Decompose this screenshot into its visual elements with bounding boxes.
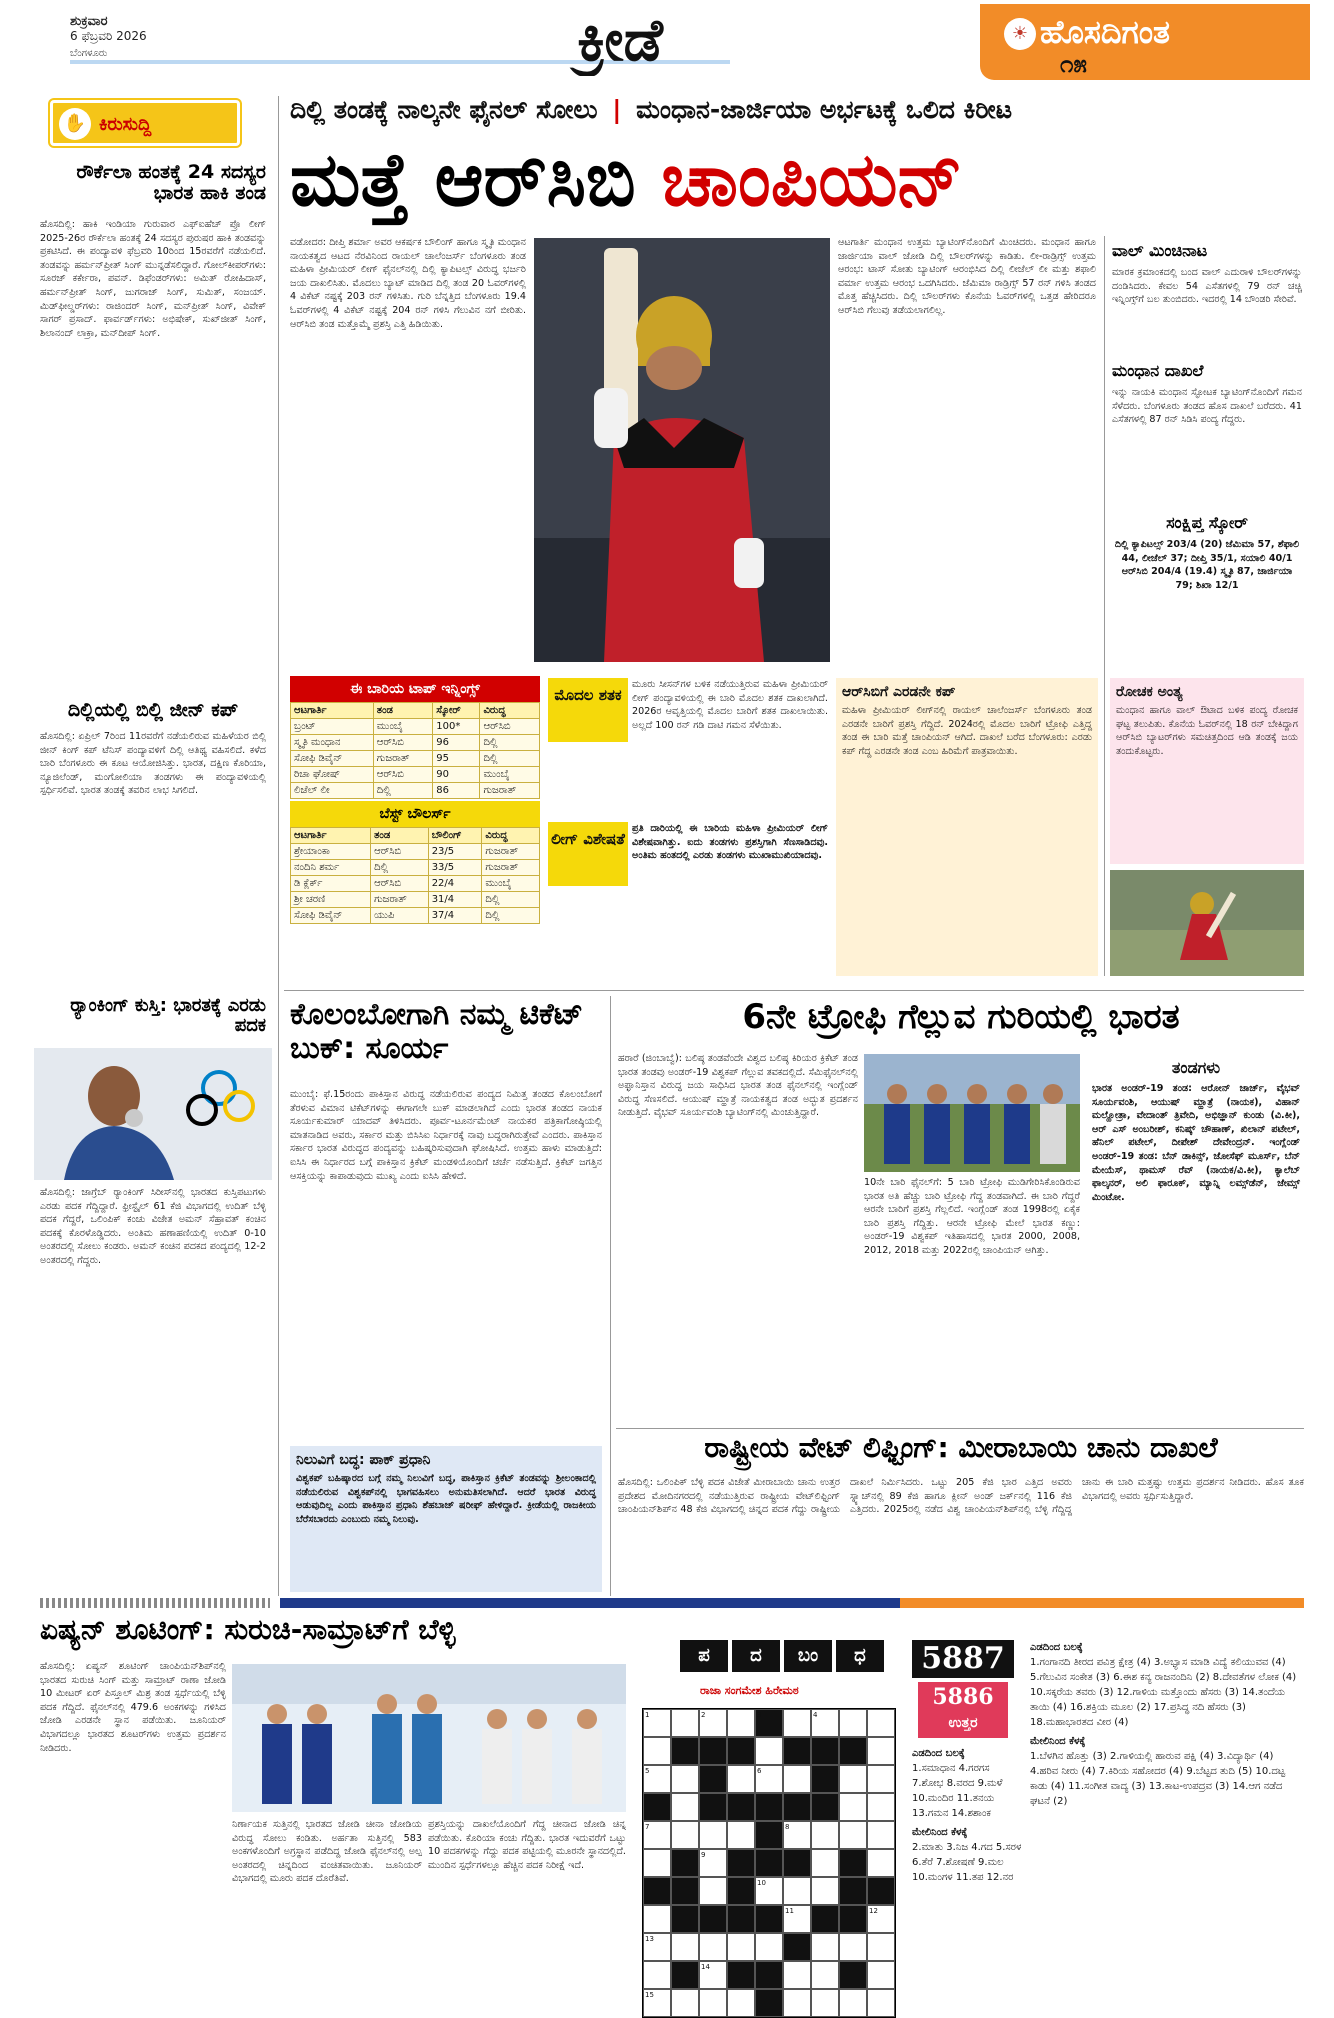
crossword-cell: 2: [699, 1709, 727, 1737]
shoot-col1: ಹೊಸದಿಲ್ಲಿ: ಏಷ್ಯನ್ ಶೂಟಿಂಗ್ ಚಾಂಪಿಯನ್‌ಶಿಪ್‌ನಲ್ಲಿ ಭಾರತದ ಸುರುಚಿ ಸಿಂಗ್ ಮತ್ತು ಸಾಮ್ರಾಟ್ ರಾಣಾ ಜೋಡಿ 10 ಮೀಟರ್ ಏರ್ ಪಿಸ್ತೂಲ್ ಮಿಶ್ರ ತಂಡ ಸ್ಪರ್ಧೆಯಲ್ಲಿ ಬೆಳ್ಳಿ ಪದಕ ಗೆದ್ದಿದೆ. ಫೈನಲ್‌ನಲ್ಲಿ 479.6 ಅಂಕಗಳನ್ನು ಗಳಿಸಿದ ಜೋಡಿ ಎರಡನೇ ಸ್ಥಾನ ಪಡೆಯಿತು. ಜೂನಿಯರ್ ವಿಭಾಗದಲ್ಲೂ ಭಾರತದ ಶೂಟರ್‌ಗಳು ಉತ್ತಮ ಪ್ರದರ್ಶನ ನೀಡಿದರು.: [40, 1661, 226, 1754]
colombo-text: ಮುಂಬೈ: ಫೆ.15ರಂದು ಪಾಕಿಸ್ತಾನ ವಿರುದ್ಧ ನಡೆಯಲಿರುವ ಪಂದ್ಯದ ನಿಮಿತ್ತ ತಂಡದ ಕೊಲಂಬೋಗೆ ತೆರಳುವ ವಿಮಾನ ಟಿಕೆಟ್‌ಗಳನ್ನು ಈಗಾಗಲೇ ಬುಕ್ ಮಾಡಲಾಗಿದೆ ಎಂದು ಭಾರತ ತಂಡದ ನಾಯಕ ಸೂರ್ಯಕುಮಾರ್ ಯಾದವ್ ತಿಳಿಸಿದರು. ಪೂರ್ವ-ಟೂರ್ನಮೆಂಟ್ ನಾಯಕರ ಪತ್ರಿಕಾಗೋಷ್ಠಿಯಲ್ಲಿ ಮಾತನಾಡಿದ ಅವರು, ಸರ್ಕಾರ ಮತ್ತು ಬಿಸಿಸಿಐ ನಿರ್ಧಾರಕ್ಕೆ ನಾವು ಬದ್ಧರಾಗಿರುತ್ತೇವೆ ಎಂದರು. ಪಾಕಿಸ್ತಾನ ಸರ್ಕಾರ ಭಾರತ ವಿರುದ್ಧದ ಪಂದ್ಯವನ್ನು ಬಹಿಷ್ಕರಿಸುವುದಾಗಿ ಘೋಷಿಸಿದೆ. ಉತ್ತಮ ಹಾಳು ಮಾಡುತ್ತಿದೆ: ಐಸಿಸಿ ಈ ನಿರ್ಧಾರದ ಬಗ್ಗೆ ಪಾಕಿಸ್ತಾನ ಕ್ರಿಕೆಟ್ ಮಂಡಳಿಯೊಂದಿಗೆ ಚರ್ಚೆ ನಡೆಸುತ್ತಿದೆ. ಕ್ರಿಕೆಟ್ ಜಗತ್ತಿನ ಆಸಕ್ತಿಯನ್ನು ಕಾಪಾಡುವುದು ಮುಖ್ಯ ಎಂದು ಐಸಿಸಿ ಹೇಳಿದೆ.: [290, 1089, 602, 1182]
table-header-cell: ತಂಡ: [373, 703, 433, 719]
crossword-cell: 1: [643, 1709, 671, 1737]
crossword-cell: [839, 1849, 867, 1877]
crossword-cell: [671, 1877, 699, 1905]
crossword-cell: [755, 1961, 783, 1989]
table-cell: 96: [433, 735, 480, 751]
crossword-cell: [671, 1737, 699, 1765]
logo-text: ಹೊಸದಿಗಂತ: [1040, 13, 1170, 51]
table-cell: ದಿಲ್ಲಿ: [482, 892, 540, 908]
crossword-cell: [783, 1877, 811, 1905]
crossword-cell: [867, 1709, 895, 1737]
prev-puzzle-number: 5886: [932, 1684, 994, 1710]
table-cell: ಸೋಫಿ ಡಿವೈನ್: [291, 751, 374, 767]
answers-block: [912, 1746, 1022, 1986]
best-bowlers-table: [290, 827, 540, 924]
thrill-text: ಮಂಧಾನ ಹಾಗೂ ವಾಲ್ ಔಟಾದ ಬಳಿಕ ಪಂದ್ಯ ರೋಚಕ ಘಟ್ಟ ತಲುಪಿತು. ಕೊನೆಯ ಓವರ್‌ನಲ್ಲಿ 18 ರನ್ ಬೇಕಿದ್ದಾಗ ಆರ್‌ಸಿಬಿ ಬ್ಯಾಟರ್‌ಗಳು ಸಮಚಿತ್ತದಿಂದ ಆಡಿ ತಂಡಕ್ಕೆ ಜಯ ತಂದುಕೊಟ್ಟರು.: [1116, 705, 1298, 757]
hockey-headline: ರೌರ್ಕೆಲಾ ಹಂತಕ್ಕೆ 24 ಸದಸ್ಯರ ಭಾರತ ಹಾಕಿ ತಂಡ: [76, 162, 266, 205]
top-innings-box: [290, 676, 540, 980]
crossword-cell: [671, 1821, 699, 1849]
divider-left: [278, 96, 279, 1596]
crossword-cell: [783, 1793, 811, 1821]
headline-part-a: ಮತ್ತೆ ಆರ್‌ಸಿಬಿ: [290, 137, 636, 223]
crossword-cell: 13: [643, 1933, 671, 1961]
table-cell: ಗುಜರಾತ್: [482, 844, 540, 860]
mandhana-text: ಇನ್ನು ನಾಯಕಿ ಮಂಧಾನ ಸ್ಫೋಟಕ ಬ್ಯಾಟಿಂಗ್‌ನೊಂದಿಗೆ ಗಮನ ಸೆಳೆದರು. ಬೆಂಗಳೂರು ತಂಡದ ಹೊಸ ದಾಖಲೆ ಬರೆದರು. 41 ಎಸೆತಗಳಲ್ಲಿ 87 ರನ್ ಸಿಡಿಸಿ ಪಂದ್ಯ ಗೆದ್ದರು.: [1112, 387, 1302, 426]
puzzle-subtitle: ರಾಜಾ ಸಂಗಮೇಶ ಹಿರೇಮಠ: [700, 1684, 799, 1697]
crossword-cell: [671, 1709, 699, 1737]
table-cell: 100*: [433, 719, 480, 735]
divider-colombo: [610, 996, 611, 1596]
table-cell: ಆರ್‌ಸಿಬಿ: [373, 735, 433, 751]
crossword-cell: [783, 1709, 811, 1737]
crossword-cell: [839, 1933, 867, 1961]
table-cell: ರಿಚಾ ಘೋಷ್: [291, 767, 374, 783]
crossword-cell: [839, 1737, 867, 1765]
crossword-cell: [643, 1793, 671, 1821]
divider-mira: [616, 1428, 1304, 1429]
kirusuddi-badge: [50, 100, 240, 146]
table-cell: ನಂದಿನಿ ಶರ್ಮ: [291, 860, 371, 876]
second-cup-heading: ಆರ್‌ಸಿಬಿಗೆ ಎರಡನೇ ಕಪ್: [842, 684, 956, 700]
top-innings-table: [290, 702, 540, 799]
crossword-cell: [643, 1737, 671, 1765]
crossword-cell: [867, 1933, 895, 1961]
prev-puzzle-box: [918, 1682, 1008, 1738]
table-cell: ಆರ್‌ಸಿಬಿ: [373, 767, 433, 783]
table-cell: ಬ್ರಂಟ್: [291, 719, 374, 735]
table-cell: ದಿಲ್ಲಿ: [480, 751, 540, 767]
table-row: [291, 876, 540, 892]
puzzle-letter-1: ಪ: [680, 1640, 728, 1672]
crossword-cell: 11: [783, 1905, 811, 1933]
table-cell: 23/5: [428, 844, 482, 860]
u19-headline: 6ನೇ ಟ್ರೋಫಿ ಗೆಲ್ಲುವ ಗುರಿಯಲ್ಲಿ ಭಾರತ: [742, 998, 1180, 1037]
table-cell: 31/4: [428, 892, 482, 908]
pak-box: [290, 1446, 602, 1592]
kicker-separator: |: [612, 95, 622, 124]
date-block: [70, 14, 230, 78]
table-header-cell: ತಂಡ: [371, 828, 429, 844]
headline-part-b: ಚಾಂಪಿಯನ್: [661, 137, 963, 223]
score-heading: ಸಂಕ್ಷಿಪ್ತ ಸ್ಕೋರ್: [1166, 514, 1248, 532]
crossword-cell: [867, 1877, 895, 1905]
crossword-cell: [643, 1849, 671, 1877]
crossword-cell: 10: [755, 1877, 783, 1905]
mira-text: ಹೊಸದಿಲ್ಲಿ: ಒಲಿಂಪಿಕ್ ಬೆಳ್ಳಿ ಪದಕ ವಿಜೇತೆ ಮೀರಾಬಾಯಿ ಚಾನು ಉತ್ತರ ಪ್ರದೇಶದ ಮೋದಿನಗರದಲ್ಲಿ ನಡೆಯುತ್ತಿರುವ ರಾಷ್ಟ್ರೀಯ ವೇಟ್‌ಲಿಫ್ಟಿಂಗ್ ಚಾಂಪಿಯನ್‌ಶಿಪ್‌ನ 48 ಕೆಜಿ ವಿಭಾಗದಲ್ಲಿ ಚಿನ್ನದ ಪದಕ ಗೆದ್ದು ರಾಷ್ಟ್ರೀಯ ದಾಖಲೆ ನಿರ್ಮಿಸಿದರು. ಒಟ್ಟು 205 ಕೆಜಿ ಭಾರ ಎತ್ತಿದ ಅವರು ಸ್ನ್ಯಾಚ್‌ನಲ್ಲಿ 89 ಕೆಜಿ ಹಾಗೂ ಕ್ಲೀನ್ ಅಂಡ್ ಜರ್ಕ್‌ನಲ್ಲಿ 116 ಕೆಜಿ ಎತ್ತಿದರು. 2025ರಲ್ಲಿ ನಡೆದ ವಿಶ್ವ ಚಾಂಪಿಯನ್‌ಶಿಪ್‌ನಲ್ಲಿ ಬೆಳ್ಳಿ ಗೆದ್ದಿದ್ದ ಚಾನು ಈ ಬಾರಿ ಮತ್ತಷ್ಟು ಉತ್ತಮ ಪ್ರದರ್ಶನ ನೀಡಿದರು. ಹೊಸ ತೂಕ ವಿಭಾಗದಲ್ಲಿ ಅವರು ಸ್ಪರ್ಧಿಸುತ್ತಿದ್ದಾರೆ.: [618, 1477, 1304, 1516]
rcb-player-photo: [534, 238, 830, 662]
crossword-cell: [867, 1765, 895, 1793]
table-row: [291, 783, 540, 799]
answers-across-heading: ಎಡದಿಂದ ಬಲಕ್ಕೆ: [912, 1748, 965, 1759]
table-cell: ಯುಪಿ: [371, 908, 429, 924]
second-cup-box: [836, 678, 1098, 976]
day-label: ಶುಕ್ರವಾರ: [70, 14, 108, 29]
wall-text: ಮಾರಕ ಕ್ರಮಾಂಕದಲ್ಲಿ ಬಂದ ವಾಲ್ ಎದುರಾಳಿ ಬೌಲರ್‌ಗಳನ್ನು ದಂಡಿಸಿದರು. ಕೇವಲ 54 ಎಸೆತಗಳಲ್ಲಿ 79 ರನ್ ಚಚ್ಚಿ ಇನ್ನಿಂಗ್ಸ್‌ಗೆ ಬಲ ತುಂಬಿದರು. ಇದರಲ್ಲಿ 14 ಬೌಂಡರಿ ಸೇರಿವೆ.: [1112, 267, 1302, 306]
billie-jean-text: ಹೊಸದಿಲ್ಲಿ: ಏಪ್ರಿಲ್ 7ರಿಂದ 11ರವರೆಗೆ ನಡೆಯಲಿರುವ ಮಹಿಳೆಯರ ಬಿಲ್ಲಿ ಜೀನ್ ಕಿಂಗ್ ಕಪ್ ಟೆನಿಸ್ ಪಂದ್ಯಾವಳಿಗೆ ದಿಲ್ಲಿ ಆತಿಥ್ಯ ವಹಿಸಲಿದೆ. ಕಳೆದ ಬಾರಿ ಬೆಂಗಳೂರು ಈ ಕೂಟ ಆಯೋಜಿಸಿತ್ತು. ಭಾರತ, ದಕ್ಷಿಣ ಕೊರಿಯಾ, ನ್ಯೂಜಿಲೆಂಡ್, ಮಂಗೋಲಿಯಾ ತಂಡಗಳು ಈ ಪಂದ್ಯಾವಳಿಯಲ್ಲಿ ಸ್ಪರ್ಧಿಸಲಿವೆ. ಭಾರತ ತಂಡಕ್ಕೆ ತವರಿನ ಲಾಭ ಸಿಗಲಿದೆ.: [40, 731, 266, 797]
crossword-cell: [699, 1989, 727, 2017]
crossword-cell: [867, 1821, 895, 1849]
crossword-cell: 9: [699, 1849, 727, 1877]
table-header-cell: ಆಟಗಾರ್ತಿ: [291, 703, 374, 719]
kicker: [290, 92, 1300, 128]
shoot-headline: ಏಷ್ಯನ್ ಶೂಟಿಂಗ್: ಸುರುಚಿ-ಸಾಮ್ರಾಟ್‌ಗೆ ಬೆಳ್ಳಿ: [40, 1614, 456, 1646]
table-cell: ಆರ್‌ಸಿಬಿ: [480, 719, 540, 735]
table-cell: ಗುಜರಾತ್: [373, 751, 433, 767]
wall-heading: ವಾಲ್ ಮಿಂಚಿನಾಟ: [1112, 242, 1208, 260]
logo-block: [980, 4, 1310, 80]
shooting-podium-photo: [232, 1664, 626, 1812]
crossword-cell: [727, 1821, 755, 1849]
crossword-cell: [727, 1737, 755, 1765]
table-row: [291, 751, 540, 767]
crossword-cell: [839, 1961, 867, 1989]
table-cell: ಗುಜರಾತ್: [371, 892, 429, 908]
crossword-cell: [699, 1821, 727, 1849]
first-century-text: ಮೂರು ಸೀಸನ್‌ಗಳ ಬಳಿಕ ನಡೆಯುತ್ತಿರುವ ಮಹಿಳಾ ಪ್ರೀಮಿಯರ್ ಲೀಗ್ ಪಂದ್ಯಾವಳಿಯಲ್ಲಿ ಈ ಬಾರಿ ಮೊದಲ ಶತಕ ದಾಖಲಾಗಿದೆ. 2026ರ ಆವೃತ್ತಿಯಲ್ಲಿ ಮೊದಲ ಬಾರಿಗೆ ಶತಕ ದಾಖಲಾಯಿತು. ಅಲ್ಲದೆ 100 ರನ್ ಗಡಿ ದಾಟಿ ಗಮನ ಸೆಳೆಯಿತು.: [632, 679, 828, 731]
table-cell: ಸ್ಮೃತಿ ಮಂಧಾನ: [291, 735, 374, 751]
crossword-cell: [755, 1905, 783, 1933]
answer-label: ಉತ್ತರ: [948, 1715, 978, 1731]
crossword-cell: [755, 1793, 783, 1821]
table-cell: ಆರ್‌ಸಿಬಿ: [371, 844, 429, 860]
crossword-cell: [671, 1989, 699, 2017]
crossword-cell: [811, 1849, 839, 1877]
table-header-cell: ವಿರುದ್ಧ: [482, 828, 540, 844]
crossword-cell: [867, 1737, 895, 1765]
crossword-cell: [839, 1989, 867, 2017]
best-bowlers-title: ಬೆಸ್ಟ್ ಬೌಲರ್ಸ್: [290, 801, 540, 827]
table-row: [291, 719, 540, 735]
crossword-cell: [867, 1989, 895, 2017]
table-cell: ದಿಲ್ಲಿ: [371, 860, 429, 876]
answers-down: 2.ಮಾತು 3.ನಿಜ 4.ಗದ 5.ಸರಳ 6.ತೆರೆ 7.ಶೋಷಣೆ 9.ಮಲ 10.ಮಂಗಳ 11.ತಪ 12.ನರ: [912, 1842, 1022, 1883]
crossword-cell: [811, 1765, 839, 1793]
top-innings-title: ಈ ಬಾರಿಯ ಟಾಪ್ ಇನ್ನಿಂಗ್ಸ್: [290, 676, 540, 702]
table-header-cell: ಆಟಗಾರ್ತಿ: [291, 828, 371, 844]
crossword-cell: [811, 1821, 839, 1849]
color-bar-2: [280, 1598, 900, 1608]
city-label: ಬೆಂಗಳೂರು: [70, 48, 108, 59]
table-cell: 90: [433, 767, 480, 783]
crossword-cell: [755, 1989, 783, 2017]
table-cell: ಶ್ರೀ ಚರಣಿ: [291, 892, 371, 908]
crossword-cell: [727, 1877, 755, 1905]
table-cell: 95: [433, 751, 480, 767]
billie-jean-headline: ದಿಲ್ಲಿಯಲ್ಲಿ ಬಿಲ್ಲಿ ಜೀನ್ ಕಪ್: [67, 700, 239, 721]
table-cell: ಶ್ರೇಯಾಂಕಾ: [291, 844, 371, 860]
main-headline: [290, 130, 1300, 230]
crossword-cell: [811, 1737, 839, 1765]
crossword-cell: [671, 1933, 699, 1961]
crossword-cell: [839, 1905, 867, 1933]
crossword-cell: [839, 1877, 867, 1905]
color-bar-1: [40, 1598, 270, 1608]
first-century-label: ಮೊದಲ ಶತಕ: [548, 678, 628, 742]
hand-icon: ✋: [59, 108, 91, 140]
wrestler-photo: [34, 1048, 272, 1180]
table-row: [291, 767, 540, 783]
clues-block: [1030, 1640, 1304, 1990]
divider-mid: [284, 990, 1304, 991]
table-header-cell: ಸ್ಕೋರ್: [433, 703, 480, 719]
crossword-cell: [867, 1849, 895, 1877]
puzzle-number: 5887: [912, 1640, 1014, 1678]
table-row: [291, 860, 540, 876]
u19-text1: ಹರಾರೆ (ಜಿಂಬಾಬ್ವೆ): ಬಲಿಷ್ಠ ತಂಡವೆಂದೇ ವಿಶ್ವದ ಬಲಿಷ್ಠ ಕಿರಿಯರ ಕ್ರಿಕೆಟ್ ತಂಡ ಭಾರತ ತಂಡವು ಅಂಡರ್-19 ವಿಶ್ವಕಪ್ ಗೆಲ್ಲುವ ತವಕದಲ್ಲಿದೆ. ಸೆಮಿಫೈನಲ್‌ನಲ್ಲಿ ಅಫ್ಘಾನಿಸ್ತಾನ ವಿರುದ್ಧ ಜಯ ಸಾಧಿಸಿದ ಭಾರತ ತಂಡ ಫೈನಲ್‌ನಲ್ಲಿ ಇಂಗ್ಲೆಂಡ್ ವಿರುದ್ಧ ಸೆಣಸಲಿದೆ. ಆಯುಷ್ ಮ್ಹಾತ್ರೆ ನಾಯಕತ್ವದ ತಂಡ ಅದ್ಭುತ ಪ್ರದರ್ಶನ ನೀಡುತ್ತಿದೆ. ವೈಭವ್ ಸೂರ್ಯವಂಶಿ ಬ್ಯಾಟಿಂಗ್‌ನಲ್ಲಿ ಮಿಂಚುತ್ತಿದ್ದಾರೆ.: [618, 1053, 858, 1119]
crossword-cell: [671, 1793, 699, 1821]
crossword-cell: [839, 1765, 867, 1793]
thrill-heading: ರೋಚಕ ಅಂತ್ಯ: [1116, 684, 1183, 700]
shoot-col3: ಪ್ರಶಸ್ತಿಯನ್ನು ದಾಖಲೆಯೊಂದಿಗೆ ಗೆದ್ದ ಚೀನಾದ ಜೋಡಿ ಚಿನ್ನ ಪಡೆಯಿತು. ಕೊರಿಯಾ ಕಂಚು ಗೆದ್ದಿತು. ಭಾರತ ಇದುವರೆಗೆ ಒಟ್ಟು 10 ಪದಕಗಳನ್ನು ಗೆದ್ದು ಪದಕ ಪಟ್ಟಿಯಲ್ಲಿ ಮೂರನೇ ಸ್ಥಾನದಲ್ಲಿದೆ. ಮುಂದಿನ ಸ್ಪರ್ಧೆಗಳಲ್ಲೂ ಹೆಚ್ಚಿನ ಪದಕ ನಿರೀಕ್ಷೆ ಇದೆ.: [428, 1819, 626, 1871]
crossword-cell: [811, 1905, 839, 1933]
puzzle-letter-3: ಬಂ: [784, 1640, 832, 1672]
second-cup-text: ಮಹಿಳಾ ಪ್ರೀಮಿಯರ್ ಲೀಗ್‌ನಲ್ಲಿ ರಾಯಲ್ ಚಾಲೆಂಜರ್ಸ್ ಬೆಂಗಳೂರು ತಂಡ ಎರಡನೇ ಬಾರಿಗೆ ಪ್ರಶಸ್ತಿ ಗೆದ್ದಿದೆ. 2024ರಲ್ಲಿ ಮೊದಲ ಬಾರಿಗೆ ಟ್ರೋಫಿ ಎತ್ತಿದ್ದ ತಂಡ ಈ ಬಾರಿ ಮತ್ತೆ ಚಾಂಪಿಯನ್ ಆಗಿದೆ. ದಾಖಲೆ ಬರೆದ ಬೆಂಗಳೂರು: ಎರಡು ಕಪ್ ಗೆದ್ದ ಎರಡನೇ ತಂಡ ಎಂಬ ಹಿರಿಮೆಗೆ ಪಾತ್ರವಾಯಿತು.: [842, 705, 1092, 757]
main-col2: ಆಟಗಾರ್ತಿ ಮಂಧಾನ ಉತ್ತಮ ಬ್ಯಾಟಿಂಗ್‌ನೊಂದಿಗೆ ಮಿಂಚಿದರು. ಮಂಧಾನ ಹಾಗೂ ಜಾರ್ಜಿಯಾ ವಾಲ್ ಜೋಡಿ ದಿಲ್ಲಿ ಬೌಲರ್‌ಗಳನ್ನು ಕಾಡಿತು. ಲೀ-ರಾಡ್ರಿಗ್ಸ್ ಉತ್ತಮ ಆರಂಭ: ಟಾಸ್ ಸೋತು ಬ್ಯಾಟಿಂಗ್ ಆರಂಭಿಸಿದ ದಿಲ್ಲಿ ಲೀಜೆಲ್ ಲೀ ಮತ್ತು ಶಫಾಲಿ ವರ್ಮಾ ಉತ್ತಮ ಆರಂಭ ಒದಗಿಸಿದರು. ಜೆಮಿಮಾ ರಾಡ್ರಿಗ್ಸ್ 57 ರನ್ ಗಳಿಸಿ ತಂಡದ ಮೊತ್ತ ಹೆಚ್ಚಿಸಿದರು. ದಿಲ್ಲಿ ಬೌಲರ್‌ಗಳು ಕೊನೆಯ ಓವರ್‌ಗಳಲ್ಲಿ ಒತ್ತಡ ಹೇರಿದರೂ ಆರ್‌ಸಿಬಿ ಗೆಲುವು ತಡೆಯಲಾಗಲಿಲ್ಲ.: [838, 237, 1096, 317]
table-cell: ಗುಜರಾತ್: [480, 783, 540, 799]
mira-headline: ರಾಷ್ಟ್ರೀಯ ವೇಟ್ ಲಿಫ್ಟಿಂಗ್: ಮೀರಾಬಾಯಿ ಚಾನು ದಾಖಲೆ: [704, 1432, 1218, 1464]
crossword-cell: [727, 1961, 755, 1989]
crossword-cell: [811, 1961, 839, 1989]
crossword-cell: 6: [755, 1765, 783, 1793]
table-cell: ದಿಲ್ಲಿ: [480, 735, 540, 751]
crossword-cell: 3: [755, 1709, 783, 1737]
crossword-cell: [811, 1989, 839, 2017]
section-title: ಕ್ರೀಡೆ: [577, 6, 663, 74]
crossword-cell: [867, 1793, 895, 1821]
puzzle-letter-2: ದ: [732, 1640, 780, 1672]
crossword-cell: [811, 1793, 839, 1821]
mandhana-heading: ಮಂಧಾನ ದಾಖಲೆ: [1112, 362, 1204, 380]
divider-right: [1104, 236, 1105, 976]
masthead: [0, 0, 1334, 88]
crossword-cell: [699, 1737, 727, 1765]
crossword-cell: 14: [699, 1961, 727, 1989]
crossword-cell: [671, 1905, 699, 1933]
table-cell: ಮುಂಬೈ: [373, 719, 433, 735]
u19-team-photo: [864, 1054, 1080, 1172]
puzzle-letter-4: ಧ: [836, 1640, 884, 1672]
table-cell: 22/4: [428, 876, 482, 892]
batter-photo: [1110, 870, 1304, 976]
crossword-cell: [699, 1793, 727, 1821]
clues-down-heading: ಮೇಲಿನಿಂದ ಕೆಳಕ್ಕೆ: [1030, 1736, 1086, 1747]
crossword-cell: [699, 1933, 727, 1961]
main-col1: ವಡೋದರ: ದೀಪ್ತಿ ಶರ್ಮಾ ಅವರ ಆಕರ್ಷಕ ಬೌಲಿಂಗ್ ಹಾಗೂ ಸ್ಮೃತಿ ಮಂಧಾನ ನಾಯಕತ್ವದ ಆಟದ ನೆರವಿನಿಂದ ರಾಯಲ್ ಚಾಲೆಂಜರ್ಸ್ ಬೆಂಗಳೂರು ತಂಡ ಮಹಿಳಾ ಪ್ರೀಮಿಯರ್ ಲೀಗ್ ಫೈನಲ್‌ನಲ್ಲಿ ದಿಲ್ಲಿ ಕ್ಯಾಪಿಟಲ್ಸ್ ವಿರುದ್ಧ ಭರ್ಜರಿ ಜಯ ದಾಖಲಿಸಿತು. ಮೊದಲು ಬ್ಯಾಟ್ ಮಾಡಿದ ದಿಲ್ಲಿ ತಂಡ 20 ಓವರ್‌ಗಳಲ್ಲಿ 4 ವಿಕೆಟ್ ನಷ್ಟಕ್ಕೆ 203 ರನ್ ಗಳಿಸಿತು. ಗುರಿ ಬೆನ್ನತ್ತಿದ ಬೆಂಗಳೂರು 19.4 ಓವರ್‌ಗಳಲ್ಲಿ 4 ವಿಕೆಟ್ ನಷ್ಟಕ್ಕೆ 204 ರನ್ ಗಳಿಸಿ ಗೆಲುವಿನ ನಗೆ ಬೀರಿತು. ಆರ್‌ಸಿಬಿ ತಂಡ ಮತ್ತೊಮ್ಮೆ ಪ್ರಶಸ್ತಿ ಎತ್ತಿ ಹಿಡಿಯಿತು.: [290, 237, 526, 330]
table-cell: ದಿಲ್ಲಿ: [373, 783, 433, 799]
crossword-cell: [727, 1933, 755, 1961]
answers-across: 1.ಸಮಾಧಾನ 4.ಗರಗಸ 7.ಶೋಭ 8.ವರದ 9.ಮಳೆ 10.ಮಂದಿರ 11.ತನಯ 13.ಗಮನ 14.ಶಶಾಂಕ: [912, 1763, 1003, 1819]
league-label: ಲೀಗ್ ವಿಶೇಷತೆ: [548, 822, 628, 886]
crossword-cell: [727, 1905, 755, 1933]
table-cell: ಡಿ ಕ್ಲೆರ್ಕ್: [291, 876, 371, 892]
table-cell: ಲಿಜೆಲ್ ಲೀ: [291, 783, 374, 799]
crossword-cell: [783, 1849, 811, 1877]
crossword-cell: [671, 1849, 699, 1877]
table-cell: ಸೋಫಿ ಡಿವೈನ್: [291, 908, 371, 924]
date-label: 6 ಫೆಬ್ರವರಿ 2026: [70, 29, 147, 43]
table-row: [291, 908, 540, 924]
crossword-cell: [783, 1765, 811, 1793]
crossword-cell: 4: [811, 1709, 839, 1737]
answers-down-heading: ಮೇಲಿನಿಂದ ಕೆಳಕ್ಕೆ: [912, 1827, 968, 1838]
table-cell: 33/5: [428, 860, 482, 876]
kicker-right: ಮಂಧಾನ-ಜಾರ್ಜಿಯಾ ಅರ್ಭಟಕ್ಕೆ ಒಲಿದ ಕಿರೀಟ: [636, 95, 1013, 124]
hockey-text: ಹೊಸದಿಲ್ಲಿ: ಹಾಕಿ ಇಂಡಿಯಾ ಗುರುವಾರ ಎಫ್ಐಹೆಚ್ ಪ್ರೊ ಲೀಗ್ 2025-26ರ ರೌರ್ಕೆಲಾ ಹಂತಕ್ಕೆ 24 ಸದಸ್ಯರ ಪುರುಷರ ಹಾಕಿ ತಂಡವನ್ನು ಪ್ರಕಟಿಸಿದೆ. ಈ ಪಂದ್ಯಾವಳಿ ಫೆಬ್ರವರಿ 10ರಿಂದ 15ರವರೆಗೆ ನಡೆಯಲಿದೆ. ತಂಡವನ್ನು ಹರ್ಮನ್‌ಪ್ರೀತ್ ಸಿಂಗ್ ಮುನ್ನಡೆಸಲಿದ್ದಾರೆ. ಗೋಲ್‌ಕೀಪರ್‌ಗಳು: ಸೂರಜ್ ಕರ್ಕೇರಾ, ಪವನ್. ಡಿಫೆಂಡರ್‌ಗಳು: ಅಮಿತ್ ರೋಹಿದಾಸ್, ಹರ್ಮನ್‌ಪ್ರೀತ್ ಸಿಂಗ್, ಜುಗರಾಜ್ ಸಿಂಗ್, ಸುಮಿತ್, ಸಂಜಯ್. ಮಿಡ್‌ಫೀಲ್ಡರ್‌ಗಳು: ರಾಜಿಂದರ್ ಸಿಂಗ್, ಮನ್‌ಪ್ರೀತ್ ಸಿಂಗ್, ವಿವೇಕ್ ಸಾಗರ್ ಪ್ರಸಾದ್. ಫಾರ್ವರ್ಡ್‌ಗಳು: ಅಭಿಷೇಕ್, ಸುಖ್‌ಜೀತ್ ಸಿಂಗ್, ಶಿಲಾನಂದ್ ಲಾಕ್ರಾ, ಮನ್‌ದೀಪ್ ಸಿಂಗ್.: [40, 219, 266, 339]
crossword-cell: [699, 1905, 727, 1933]
page-number: ೧೫: [1060, 50, 1087, 78]
table-header-cell: ಬೌಲಿಂಗ್: [428, 828, 482, 844]
crossword-cell: [727, 1793, 755, 1821]
clues-across: 1.ಗಂಗಾನದಿ ತೀರದ ಪವಿತ್ರ ಕ್ಷೇತ್ರ (4) 3.ಅಭ್ಯಾಸ ಮಾಡಿ ವಿದ್ಯೆ ಕಲಿಯುವವ (4) 5.ಗೆಲುವಿನ ಸಂಕೇತ (3) 6.ಈಶ ಕನ್ಯ ರಾಜನಂದಿನಿ (2) 8.ದೇವತೆಗಳ ಲೋಕ (4) 10.ಸಕ್ಕರೆಯ ತವರು (3) 12.ಗಾಳಿಯ ಮತ್ತೊಂದು ಹೆಸರು (3) 14.ತಂದೆಯ ತಾಯಿ (4) 16.ಶಕ್ತಿಯ ಮೂಲ (2) 17.ಪ್ರಸಿದ್ಧ ನದಿ ಹೆಸರು (3) 18.ಮಹಾಭಾರತದ ವೀರ (4): [1030, 1657, 1297, 1728]
crossword-cell: [811, 1877, 839, 1905]
table-cell: 37/4: [428, 908, 482, 924]
wrestling-headline: ರ‍್ಯಾಂಕಿಂಗ್ ಕುಸ್ತಿ: ಭಾರತಕ್ಕೆ ಎರಡು ಪದಕ: [70, 996, 266, 1037]
crossword-cell: [727, 1709, 755, 1737]
crossword-cell: [643, 1961, 671, 1989]
table-header-cell: ವಿರುದ್ಧ: [480, 703, 540, 719]
kicker-left: ದಿಲ್ಲಿ ತಂಡಕ್ಕೆ ನಾಲ್ಕನೇ ಫೈನಲ್ ಸೋಲು: [290, 95, 598, 124]
puzzle-title: [680, 1640, 900, 1672]
table-cell: ಆರ್‌ಸಿಬಿ: [371, 876, 429, 892]
score-text: ದಿಲ್ಲಿ ಕ್ಯಾಪಿಟಲ್ಸ್ 203/4 (20) ಜೆಮಿಮಾ 57, ಶೆಫಾಲಿ 44, ಲೀಜೆಲ್ 37; ದೀಪ್ತಿ 35/1, ಸಯಾಲಿ 40/1 ಆರ್‌ಸಿಬಿ 204/4 (19.4) ಸ್ಮೃತಿ 87, ಜಾರ್ಜಿಯಾ 79; ಶಿಖಾ 12/1: [1114, 539, 1300, 591]
crossword-cell: [643, 1877, 671, 1905]
crossword-cell: [727, 1849, 755, 1877]
u19-teams-heading: ತಂಡಗಳು: [1171, 1058, 1221, 1077]
table-cell: ದಿಲ್ಲಿ: [482, 908, 540, 924]
table-cell: ಗುಜರಾತ್: [482, 860, 540, 876]
crossword-cell: [727, 1989, 755, 2017]
table-row: [291, 735, 540, 751]
crossword-cell: [783, 1961, 811, 1989]
league-text: ಪ್ರತಿ ದಾರಿಯಲ್ಲಿ ಈ ಬಾರಿಯ ಮಹಿಳಾ ಪ್ರೀಮಿಯರ್ ಲೀಗ್ ವಿಶೇಷವಾಗಿತ್ತು. ಐದು ತಂಡಗಳು ಪ್ರಶಸ್ತಿಗಾಗಿ ಸೆಣಸಾಡಿದವು. ಅಂತಿಮ ಹಂತದಲ್ಲಿ ಎರಡು ತಂಡಗಳು ಮುಖಾಮುಖಿಯಾದವು.: [632, 823, 828, 862]
logo-icon: ☀: [1004, 18, 1036, 50]
crossword-cell: [755, 1933, 783, 1961]
pak-heading: ನಿಲುವಿಗೆ ಬದ್ಧ: ಪಾಕ್ ಪ್ರಧಾನಿ: [296, 1452, 431, 1468]
crossword-cell: [839, 1821, 867, 1849]
color-bar-3: [900, 1598, 1304, 1608]
crossword-cell: [783, 1737, 811, 1765]
u19-teams-text: ಭಾರತ ಅಂಡರ್-19 ತಂಡ: ಆರೋನ್ ಜಾರ್ಜ್, ವೈಭವ್ ಸೂರ್ಯವಂಶಿ, ಆಯುಷ್ ಮ್ಹಾತ್ರೆ (ನಾಯಕ), ವಿಹಾನ್ ಮಲ್ಹೋತ್ರಾ, ವೇದಾಂತ್ ತ್ರಿವೇದಿ, ಅಭಿಜ್ಞಾನ್ ಕುಂಡು (ವಿ.ಕೀ), ಆರ್ ಎಸ್ ಅಂಬರೀಶ್, ಕನಿಷ್ಕ್ ಚೌಹಾಣ್, ಖಿಲಾನ್ ಪಟೇಲ್, ಹೆನಿಲ್ ಪಟೇಲ್, ದೀಪೇಶ್ ದೇವೇಂದ್ರನ್. ಇಂಗ್ಲೆಂಡ್ ಅಂಡರ್-19 ತಂಡ: ಬೆನ್ ಡಾಕಿನ್ಸ್, ಜೋಸೆಫ್ ಮೂರ್ಸ್, ಬೆನ್ ಮೇಯೆಸ್, ಥಾಮಸ್ ರೆವ್ (ನಾಯಕ/ವಿ.ಕೀ), ಕ್ಯಾಲೆಬ್ ಫಾಲ್ಕನರ್, ಅಲಿ ಫಾರೂಕ್, ಮ್ಯಾನ್ನಿ ಲಮ್ಸ್‌ಡೆನ್, ಜೇಮ್ಸ್ ಮಿಂಟೋ.: [1092, 1083, 1300, 1203]
crossword-cell: [671, 1961, 699, 1989]
crossword-cell: [839, 1793, 867, 1821]
table-row: [291, 844, 540, 860]
crossword-cell: 7: [643, 1821, 671, 1849]
table-row: [291, 892, 540, 908]
crossword-cell: [699, 1765, 727, 1793]
table-cell: ಮುಂಬೈ: [482, 876, 540, 892]
wrestling-text: ಹೊಸದಿಲ್ಲಿ: ಜಾಗ್ರೆಬ್ ರ‍್ಯಾಂಕಿಂಗ್ ಸಿರೀಸ್‌ನಲ್ಲಿ ಭಾರತದ ಕುಸ್ತಿಪಟುಗಳು ಎರಡು ಪದಕ ಗೆದ್ದಿದ್ದಾರೆ. ಫ್ರೀಸ್ಟೈಲ್ 61 ಕೆಜಿ ವಿಭಾಗದಲ್ಲಿ ಉದಿತ್ ಬೆಳ್ಳಿ ಪದಕ ಗೆದ್ದರೆ, ಒಲಿಂಪಿಕ್ ಕಂಚು ವಿಜೇತ ಅಮನ್ ಸೆಹ್ರಾವತ್ ಕಂಚಿನ ಪದಕಕ್ಕೆ ಕೊರಳೊಡ್ಡಿದರು. ಅಂತಿಮ ಹಣಾಹಣಿಯಲ್ಲಿ ಉದಿತ್ 0-10 ಅಂತರದಲ್ಲಿ ಸೋಲು ಕಂಡರು. ಅಮನ್ ಕಂಚಿನ ಪದಕದ ಪಂದ್ಯದಲ್ಲಿ 12-2 ಅಂತರದಲ್ಲಿ ಗೆದ್ದರು.: [40, 1187, 266, 1267]
crossword-cell: [643, 1905, 671, 1933]
crossword-cell: 8: [783, 1821, 811, 1849]
crossword-cell: [783, 1933, 811, 1961]
clues-down: 1.ಬೆಳಗಿನ ಹೊತ್ತು (3) 2.ಗಾಳಿಯಲ್ಲಿ ಹಾರುವ ಪಕ್ಷಿ (4) 3.ವಿದ್ಯಾರ್ಥಿ (4) 4.ಹರಿವ ನೀರು (4) 7.ಕಿರಿಯ ಸಹೋದರ (4) 9.ಬೆಟ್ಟದ ತುದಿ (5) 10.ದಟ್ಟ ಕಾಡು (4) 11.ಸಂಗೀತ ವಾದ್ಯ (3) 13.ಕಾಟ-ಉಪದ್ರವ (3) 14.ಆಗ ನಡೆದ ಘಟನೆ (2): [1030, 1751, 1286, 1807]
crossword-cell: [811, 1933, 839, 1961]
crossword-grid: [642, 1708, 896, 2018]
crossword-cell: [755, 1737, 783, 1765]
colombo-headline: ಕೊಲಂಬೋಗಾಗಿ ನಮ್ಮ ಟಿಕೆಟ್ ಬುಕ್: ಸೂರ್ಯ: [290, 998, 584, 1066]
table-cell: ಮುಂಬೈ: [480, 767, 540, 783]
crossword-cell: [755, 1849, 783, 1877]
crossword-cell: [783, 1989, 811, 2017]
crossword-cell: [671, 1765, 699, 1793]
crossword-cell: 15: [643, 1989, 671, 2017]
shoot-col2: ನಿರ್ಣಾಯಕ ಸುತ್ತಿನಲ್ಲಿ ಭಾರತದ ಜೋಡಿ ಚೀನಾ ಜೋಡಿಯ ವಿರುದ್ಧ ಸೋಲು ಕಂಡಿತು. ಅರ್ಹತಾ ಸುತ್ತಿನಲ್ಲಿ 583 ಅಂಕಗಳೊಂದಿಗೆ ಅಗ್ರಸ್ಥಾನ ಪಡೆದಿದ್ದ ಜೋಡಿ ಫೈನಲ್‌ನಲ್ಲಿ ಅಲ್ಪ ಅಂತರದಲ್ಲಿ ಚಿನ್ನದಿಂದ ವಂಚಿತವಾಯಿತು. ಜೂನಿಯರ್ ವಿಭಾಗದಲ್ಲಿ ಮೂರು ಪದಕ ದೊರೆತಿವೆ.: [232, 1819, 422, 1885]
u19-teams-box: [1088, 1054, 1304, 1426]
u19-text2: 10ನೇ ಬಾರಿ ಫೈನಲ್‌ಗೆ: 5 ಬಾರಿ ಟ್ರೋಫಿ ಮುಡಿಗೇರಿಸಿಕೊಂಡಿರುವ ಭಾರತ ಅತಿ ಹೆಚ್ಚು ಬಾರಿ ಟ್ರೋಫಿ ಗೆದ್ದ ತಂಡವಾಗಿದೆ. ಈ ಬಾರಿ ಗೆದ್ದರೆ ಆರನೇ ಬಾರಿಗೆ ಪ್ರಶಸ್ತಿ ಗೆಲ್ಲಲಿದೆ. ಇಂಗ್ಲೆಂಡ್ ತಂಡ 1998ರಲ್ಲಿ ಏಕೈಕ ಬಾರಿ ಪ್ರಶಸ್ತಿ ಗೆದ್ದಿತ್ತು. ಆರನೇ ಟ್ರೋಫಿ ಮೇಲೆ ಭಾರತ ಕಣ್ಣು: ಅಂಡರ್-19 ವಿಶ್ವಕಪ್ ಇತಿಹಾಸದಲ್ಲಿ ಭಾರತ 2000, 2008, 2012, 2018 ಮತ್ತು 2022ರಲ್ಲಿ ಚಾಂಪಿಯನ್ ಆಗಿತ್ತು.: [864, 1177, 1080, 1257]
crossword-cell: [699, 1877, 727, 1905]
clues-across-heading: ಎಡದಿಂದ ಬಲಕ್ಕೆ: [1030, 1642, 1083, 1653]
crossword-cell: [755, 1821, 783, 1849]
crossword-cell: 12: [867, 1905, 895, 1933]
crossword-cell: [867, 1961, 895, 1989]
table-cell: 86: [433, 783, 480, 799]
crossword-cell: 5: [643, 1765, 671, 1793]
pak-text: ವಿಶ್ವಕಪ್ ಬಹಿಷ್ಕಾರದ ಬಗ್ಗೆ ನಮ್ಮ ನಿಲುವಿಗೆ ಬದ್ಧ, ಪಾಕಿಸ್ತಾನ ಕ್ರಿಕೆಟ್ ತಂಡವನ್ನು ಶ್ರೀಲಂಕಾದಲ್ಲಿ ನಡೆಯಲಿರುವ ವಿಶ್ವಕಪ್‌ನಲ್ಲಿ ಭಾಗವಹಿಸಲು ಅನುಮತಿಸಲಾಗಿದೆ. ಆದರೆ ಭಾರತ ವಿರುದ್ಧ ಆಡುವುದಿಲ್ಲ ಎಂದು ಪಾಕಿಸ್ತಾನ ಪ್ರಧಾನಿ ಶೆಹಬಾಜ್ ಷರೀಫ್ ಹೇಳಿದ್ದಾರೆ. ಕ್ರೀಡೆಯಲ್ಲಿ ರಾಜಕೀಯ ಬೆರೆಸಬಾರದು ಎಂಬುದು ನಮ್ಮ ನಿಲುವು.: [296, 1473, 596, 1525]
thrill-box: [1110, 678, 1304, 864]
crossword-cell: [839, 1709, 867, 1737]
crossword-cell: [727, 1765, 755, 1793]
kirusuddi-label: ಕಿರುಸುದ್ದಿ: [99, 114, 152, 135]
